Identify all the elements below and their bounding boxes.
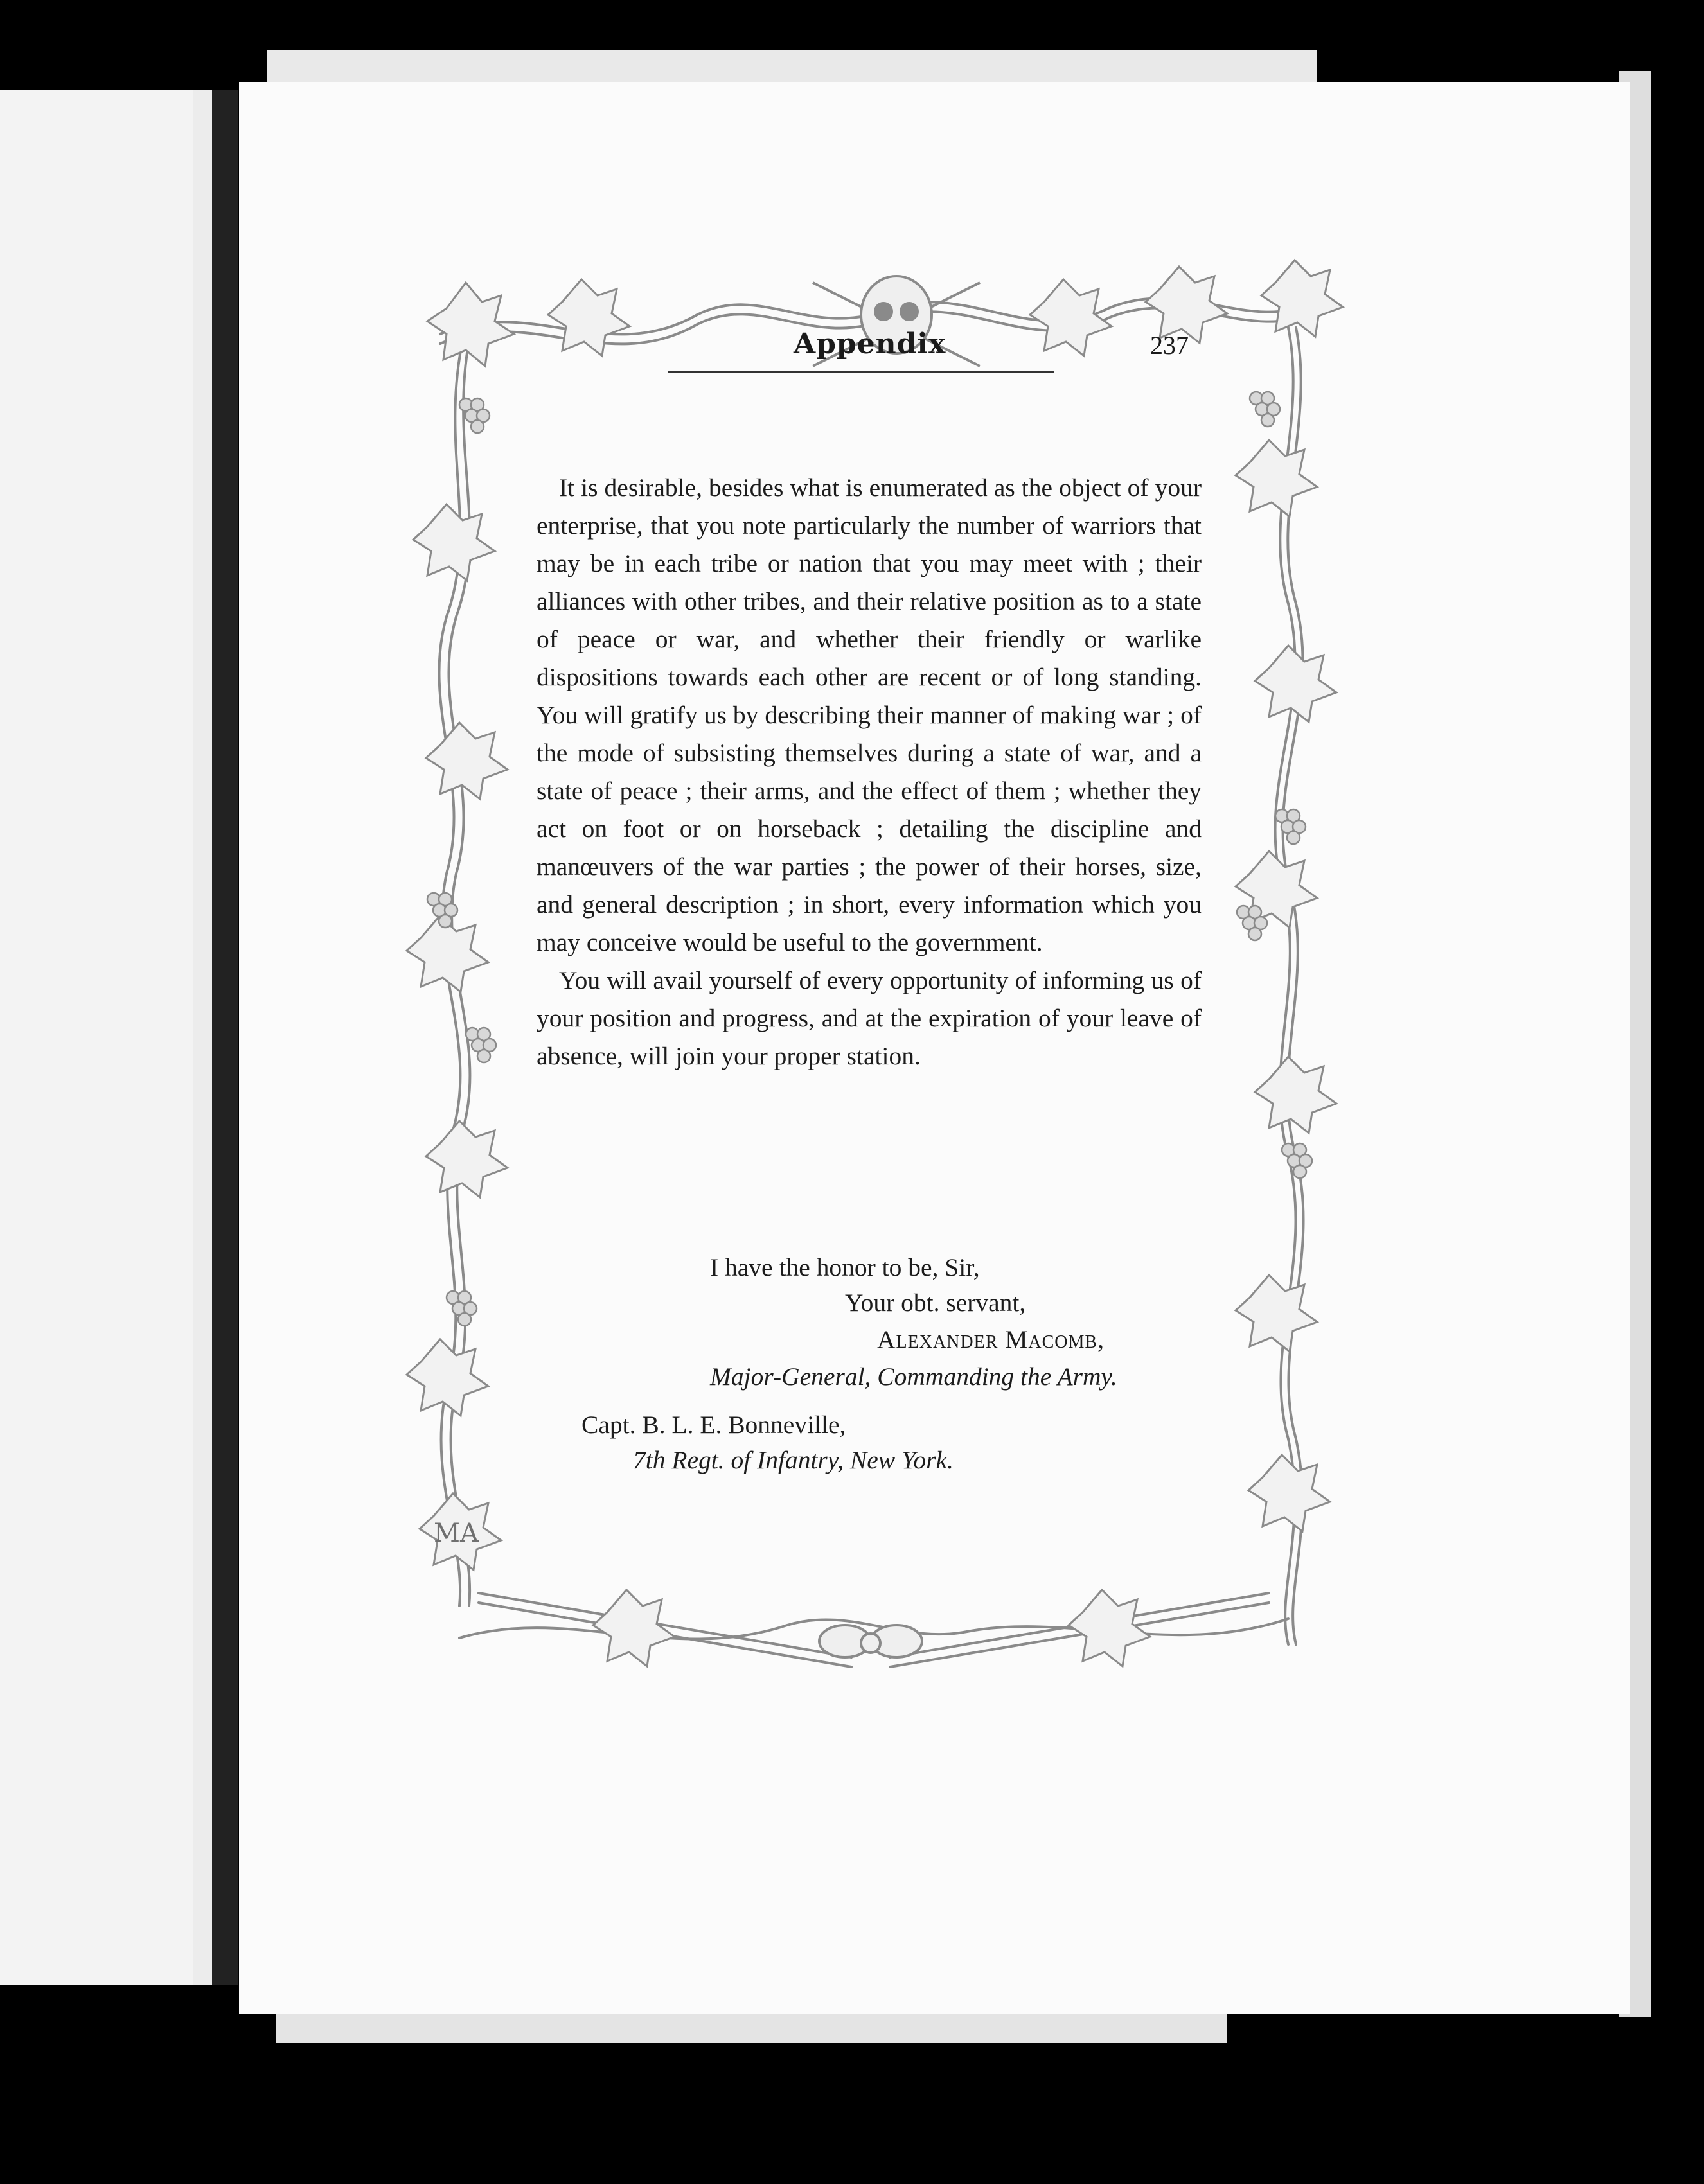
body-paragraph-2: You will avail yourself of every opportunity of informing us of your position and progress, and at the expiration of your leave of absence, will join your proper station. [537, 966, 1202, 1070]
running-head-title: Appendix [794, 328, 946, 360]
closing-line-1: I have the honor to be, Sir, [710, 1253, 980, 1281]
addressee-name: Capt. B. L. E. Bonneville, [581, 1411, 846, 1439]
running-head-rule [668, 371, 1054, 373]
page-number: 237 [1150, 331, 1189, 360]
letter-body [537, 469, 1202, 1075]
facing-page-edge [0, 90, 212, 1985]
closing-line-2: Your obt. servant, [845, 1289, 1026, 1317]
book-gutter [212, 90, 238, 1985]
body-paragraph-1: It is desirable, besides what is enumerated as the object of your enterprise, that you note particularly the number of warriors that may be in each tribe or nation that you may meet with ; their alliances with other tribes, and their relative position as to a state of peace or war, and whether their friendly or warlike dispositions towards each other are recent or of long standing. You will gratify us by describing their manner of making war ; of the mode of subsisting themselves during a state of war, and a state of peace ; their arms, and the effect of them ; whether they act on foot or on horseback ; detailing the discipline and manœuvers of the war parties ; the power of their horses, size, and general description ; in short, every information which you may conceive would be useful to the government. [537, 473, 1202, 956]
signer-name: Alexander Macomb, [877, 1325, 1105, 1353]
signer-title: Major-General, Commanding the Army. [710, 1362, 1117, 1391]
artist-monogram: MA [434, 1519, 479, 1548]
facing-page-surface [0, 90, 193, 1985]
addressee-unit: 7th Regt. of Infantry, New York. [633, 1446, 954, 1474]
running-head [668, 328, 1189, 385]
